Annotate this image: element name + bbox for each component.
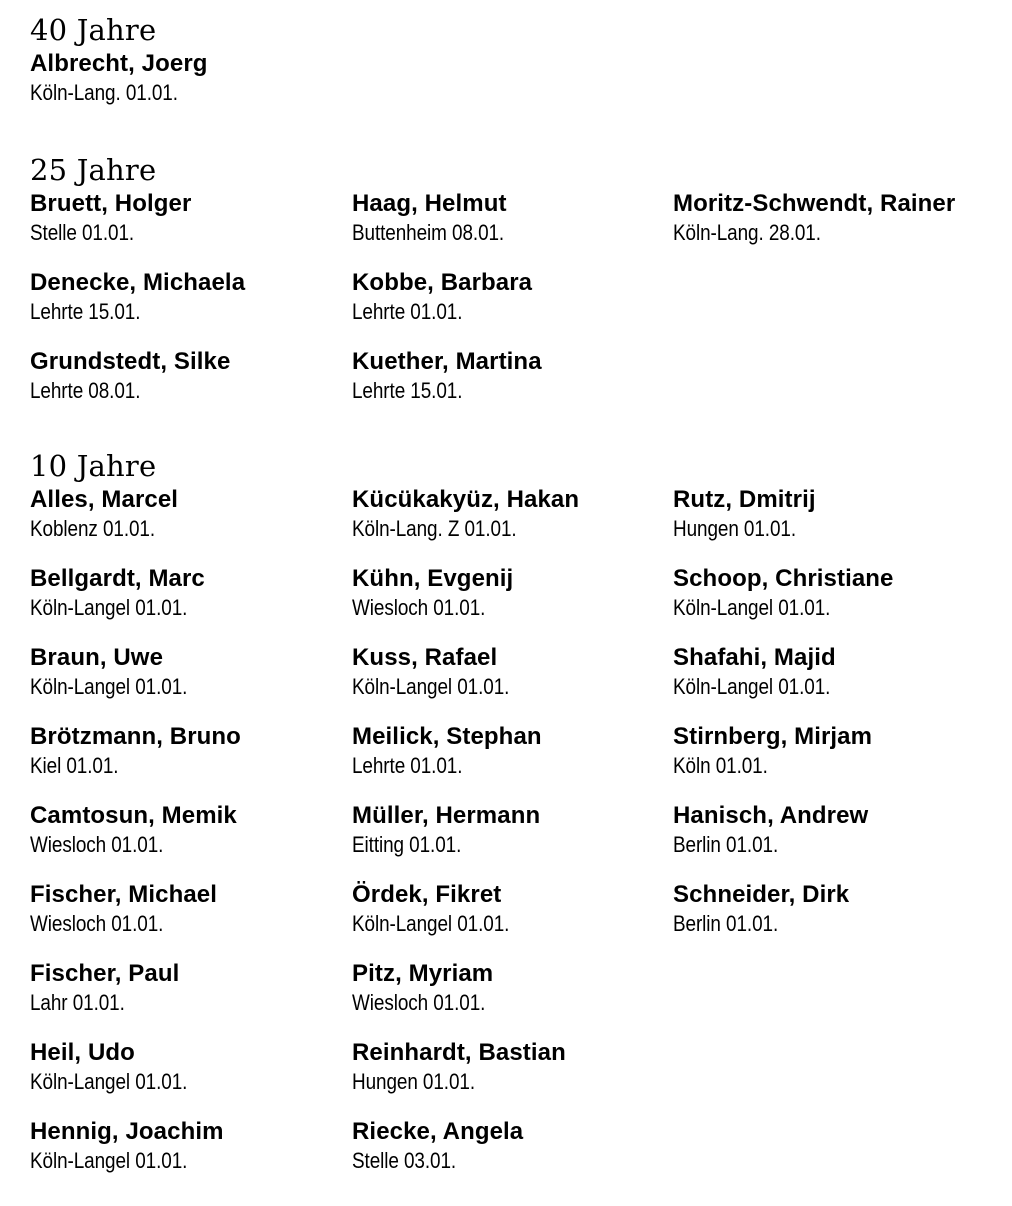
person-name: Hennig, Joachim [30, 1118, 224, 1145]
list-item [352, 799, 673, 878]
person-name: Schneider, Dirk [673, 881, 850, 908]
location-date: Stelle 03.01. [352, 1148, 457, 1173]
person-name: Moritz-Schwendt, Rainer [673, 190, 956, 217]
person-name: Kuether, Martina [352, 348, 542, 375]
person-name: Kuss, Rafael [352, 644, 498, 671]
person-name: Kücükakyüz, Hakan [352, 486, 580, 513]
list-item [673, 562, 1000, 641]
location-date: Köln-Langel 01.01. [30, 595, 188, 620]
person-name: Fischer, Michael [30, 881, 218, 908]
section-25-jahre [30, 152, 1000, 448]
list-item [673, 641, 1000, 720]
list-item [352, 641, 673, 720]
list-item [352, 187, 673, 266]
location-date: Lehrte 15.01. [352, 378, 463, 403]
list-item [673, 483, 1000, 562]
location-date: Köln-Langel 01.01. [673, 674, 831, 699]
entry-grid [30, 47, 1000, 126]
location-date: Wiesloch 01.01. [352, 595, 486, 620]
list-item [30, 562, 352, 641]
person-name: Kobbe, Barbara [352, 269, 533, 296]
person-name: Müller, Hermann [352, 802, 541, 829]
person-name: Ördek, Fikret [352, 881, 502, 908]
list-item [352, 266, 673, 345]
list-item [30, 720, 352, 799]
section-title: 25 Jahre [30, 153, 157, 187]
person-name: Riecke, Angela [352, 1118, 524, 1145]
location-date: Lehrte 01.01. [352, 299, 463, 324]
section-title: 10 Jahre [30, 449, 157, 483]
location-date: Wiesloch 01.01. [30, 911, 164, 936]
location-date: Köln-Langel 01.01. [352, 911, 510, 936]
list-item [352, 483, 673, 562]
person-name: Shafahi, Majid [673, 644, 836, 671]
list-item [30, 187, 352, 266]
person-name: Braun, Uwe [30, 644, 164, 671]
list-item [30, 1036, 352, 1115]
list-item [352, 345, 673, 424]
person-name: Hanisch, Andrew [673, 802, 869, 829]
location-date: Köln-Langel 01.01. [30, 1148, 188, 1173]
location-date: Wiesloch 01.01. [30, 832, 164, 857]
location-date: Hungen 01.01. [352, 1069, 476, 1094]
location-date: Buttenheim 08.01. [352, 220, 505, 245]
person-name: Brötzmann, Bruno [30, 723, 241, 750]
location-date: Stelle 01.01. [30, 220, 135, 245]
person-name: Grundstedt, Silke [30, 348, 231, 375]
location-date: Köln-Langel 01.01. [30, 1069, 188, 1094]
person-name: Fischer, Paul [30, 960, 180, 987]
list-item [673, 878, 1000, 957]
location-date: Hungen 01.01. [673, 516, 797, 541]
list-item [30, 345, 352, 424]
person-name: Haag, Helmut [352, 190, 507, 217]
person-name: Denecke, Michaela [30, 269, 246, 296]
person-name: Rutz, Dmitrij [673, 486, 816, 513]
entry-grid [30, 187, 1000, 424]
list-item [352, 957, 673, 1036]
location-date: Berlin 01.01. [673, 832, 779, 857]
list-item [30, 641, 352, 720]
person-name: Schoop, Christiane [673, 565, 894, 592]
person-name: Albrecht, Joerg [30, 50, 208, 77]
entry-grid [30, 483, 1000, 1194]
list-item [30, 483, 352, 562]
list-item [352, 1036, 673, 1115]
list-item [352, 1115, 673, 1194]
location-date: Köln-Langel 01.01. [352, 674, 510, 699]
location-date: Koblenz 01.01. [30, 516, 156, 541]
location-date: Wiesloch 01.01. [352, 990, 486, 1015]
list-item [673, 720, 1000, 799]
person-name: Bellgardt, Marc [30, 565, 205, 592]
person-name: Stirnberg, Mirjam [673, 723, 873, 750]
section-40-jahre [30, 12, 1000, 152]
location-date: Lahr 01.01. [30, 990, 125, 1015]
location-date: Eitting 01.01. [352, 832, 462, 857]
location-date: Lehrte 15.01. [30, 299, 141, 324]
list-item [30, 957, 352, 1036]
list-item [673, 187, 1000, 266]
list-item [30, 799, 352, 878]
location-date: Köln-Langel 01.01. [30, 674, 188, 699]
person-name: Alles, Marcel [30, 486, 179, 513]
person-name: Meilick, Stephan [352, 723, 542, 750]
list-item [352, 878, 673, 957]
list-item [352, 720, 673, 799]
person-name: Heil, Udo [30, 1039, 135, 1066]
anniversary-list [30, 12, 1000, 1194]
list-item [30, 878, 352, 957]
list-item [30, 1115, 352, 1194]
location-date: Berlin 01.01. [673, 911, 779, 936]
person-name: Pitz, Myriam [352, 960, 494, 987]
person-name: Reinhardt, Bastian [352, 1039, 566, 1066]
location-date: Köln-Lang. 28.01. [673, 220, 821, 245]
list-item [352, 562, 673, 641]
location-date: Köln-Lang. Z 01.01. [352, 516, 517, 541]
list-item [30, 47, 352, 126]
section-title: 40 Jahre [30, 13, 157, 47]
list-item [673, 799, 1000, 878]
list-item [30, 266, 352, 345]
location-date: Köln-Langel 01.01. [673, 595, 831, 620]
location-date: Köln-Lang. 01.01. [30, 80, 178, 105]
person-name: Camtosun, Memik [30, 802, 237, 829]
location-date: Lehrte 01.01. [352, 753, 463, 778]
person-name: Bruett, Holger [30, 190, 192, 217]
person-name: Kühn, Evgenij [352, 565, 514, 592]
location-date: Lehrte 08.01. [30, 378, 141, 403]
location-date: Kiel 01.01. [30, 753, 119, 778]
location-date: Köln 01.01. [673, 753, 768, 778]
section-10-jahre [30, 448, 1000, 1194]
